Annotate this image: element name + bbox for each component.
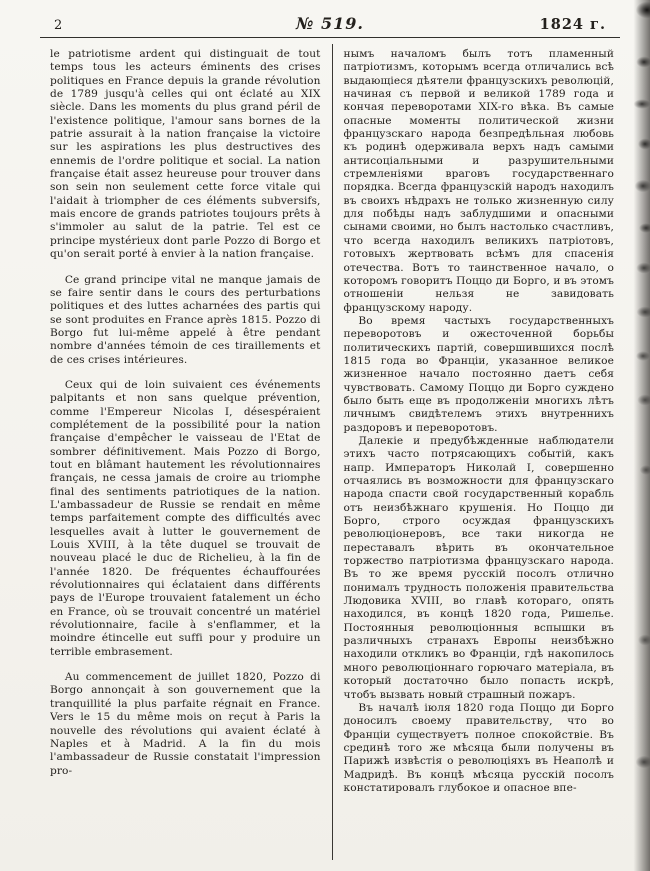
issue-number: № 519. <box>296 14 364 33</box>
right-column-russian <box>333 48 621 860</box>
two-column-text <box>50 48 620 860</box>
page-number: 2 <box>54 18 63 33</box>
year-label: 1824 г. <box>539 16 606 33</box>
page-header <box>50 14 620 33</box>
paragraph: Во время частыхъ государственныхъ переворотовъ и ожесточенной борьбы политическихъ партій, совершившихся послѣ 1815 года во Франціи, указанное великое жизненное начало постоянно даетъ себя чувствовать. Самому Поццо ди Борго суждено было быть еще въ продолженіи многихъ лѣтъ личнымъ свидѣтелемъ этихъ внутреннихъ раздоровъ и переворотовъ. <box>343 314 614 434</box>
header-rule <box>40 37 620 38</box>
paragraph: Ceux qui de loin suivaient ces événements palpitants et non sans quelque prévention, comme l'Empereur Nicolas I, désespéraient complétement de la possibilité pour la nation française d'empêcher le vaisseau de l'Etat de sombrer définitivement. Mais Pozzo di Borgo, tout en blâmant hautement les révolutionnaires français, ne cessa jamais de croire au triomphe final des sentiments patriotiques de la nation. L'ambassadeur de Russie se rendait en même temps parfaitement compte des difficultés avec lesquelles avait à lutter le gouvernement de Louis XVIII, à la tête duquel se trouvait de nouveau placé le duc de Richelieu, à la fin de l'année 1820. De fréquentes échauffourées révolutionnaires qui éclataient dans différents pays de l'Europe trouvaient fatalement un écho en France, où se trouvait concentré un matériel révolutionnaire, facile à s'enflammer, et la moindre étincelle eut suffi pour y produire un terrible embrasement. <box>50 378 321 658</box>
paragraph: le patriotisme ardent qui distinguait de tout temps tous les acteurs éminents des crises politiques en France depuis la grande révolution de 1789 jusqu'à celles qui ont éclaté au XIX siècle. Dans les moments du plus grand péril de l'existence politique, l'amour sans bornes de la patrie assurait à la nation française la victoire sur les aspirations les plus destructives des ennemis de l'ordre politique et social. La nation française était assez heureuse pour trouver dans son sein non seulement cette force vitale qui l'aidait à triompher de ces éléments subversifs, mais encore de grands patriotes toujours prêts à s'immoler au salut de la patrie. Tel est ce principe mystérieux dont parle Pozzo di Borgo et qu'on serait porté à envier à la nation française. <box>50 48 321 261</box>
left-column-french <box>50 48 332 860</box>
paragraph: Ce grand principe vital ne manque jamais de se faire sentir dans le cours des perturbations politiques et des luttes acharnées des partis qui se sont produites en France après 1815. Pozzo di Borgo fut lui-même appelé à être pendant nombre d'années témoin de ces tiraillements et de ces crises intérieures. <box>50 273 321 366</box>
scan-edge-artifact <box>620 0 650 871</box>
paragraph: Далекіе и предубѣжденные наблюдатели этихъ часто потрясающихъ событій, какъ напр. Императоръ Николай I, совершенно отчаялись въ возможности для французскаго народа спасти свой государственный корабль отъ неизбѣжнаго крушенія. Но Поццо ди Борго, строго осуждая французскихъ революціонеровъ, все таки никогда не переставалъ вѣрить въ окончательное торжество патріотизма французскаго народа. Въ то же время русскій посолъ отлично понималъ трудность положенія правительства Людовика XVIII, во главѣ котораго, опять находился, въ концѣ 1820 года, Ришелье. Постоянныя революціонныя вспышки въ различныхъ странахъ Европы неизбѣжно находили откликъ во Франціи, гдѣ накопилось много революціоннаго горючаго матеріала, въ который достаточно было попасть искрѣ, чтобъ вызвать новый страшный пожаръ. <box>343 434 614 701</box>
paragraph: Въ началѣ іюля 1820 года Поццо ди Борго доносилъ своему правительству, что во Франціи существуетъ полное спокойствіе. Въ срединѣ того же мѣсяца были получены въ Парижѣ извѣстія о революціяхъ въ Неаполѣ и Мадридѣ. Въ концѣ мѣсяца русскій посолъ констатировалъ глубокое и опасное впе- <box>343 701 614 794</box>
paragraph: Au commencement de juillet 1820, Pozzo di Borgo annonçait à son gouvernement que la tranquillité la plus parfaite régnait en France. Vers le 15 du même mois on reçut à Paris la nouvelle des révolutions qui avaient éclaté à Naples et à Madrid. A la fin du mois l'ambassadeur de Russie constatait l'impression pro- <box>50 671 321 777</box>
paragraph: нымъ началомъ былъ тотъ пламенный патріотизмъ, которымъ всегда отличались всѣ выдающіеся дѣятели французскихъ революцій, начиная съ первой и великой 1789 года и кончая переворотами XIX-го вѣка. Въ самые опасные моменты политической жизни французскаго народа безпредѣльная любовь къ родинѣ одерживала верхъ надъ самыми антисоціальными и разрушительными стремленіями враговъ государственнаго порядка. Всегда французскій народъ находилъ въ своихъ нѣдрахъ не только жизненную силу для побѣды надъ заблудшими и опасными сынами своими, но былъ настолько счастливъ, что всегда находилъ великихъ патріотовъ, готовыхъ жертвовать всѣмъ для спасенія отечества. Вотъ то таинственное начало, о которомъ говоритъ Поццо ди Борго, и въ этомъ отношеніи нельзя не завидовать французскому народу. <box>343 48 614 314</box>
